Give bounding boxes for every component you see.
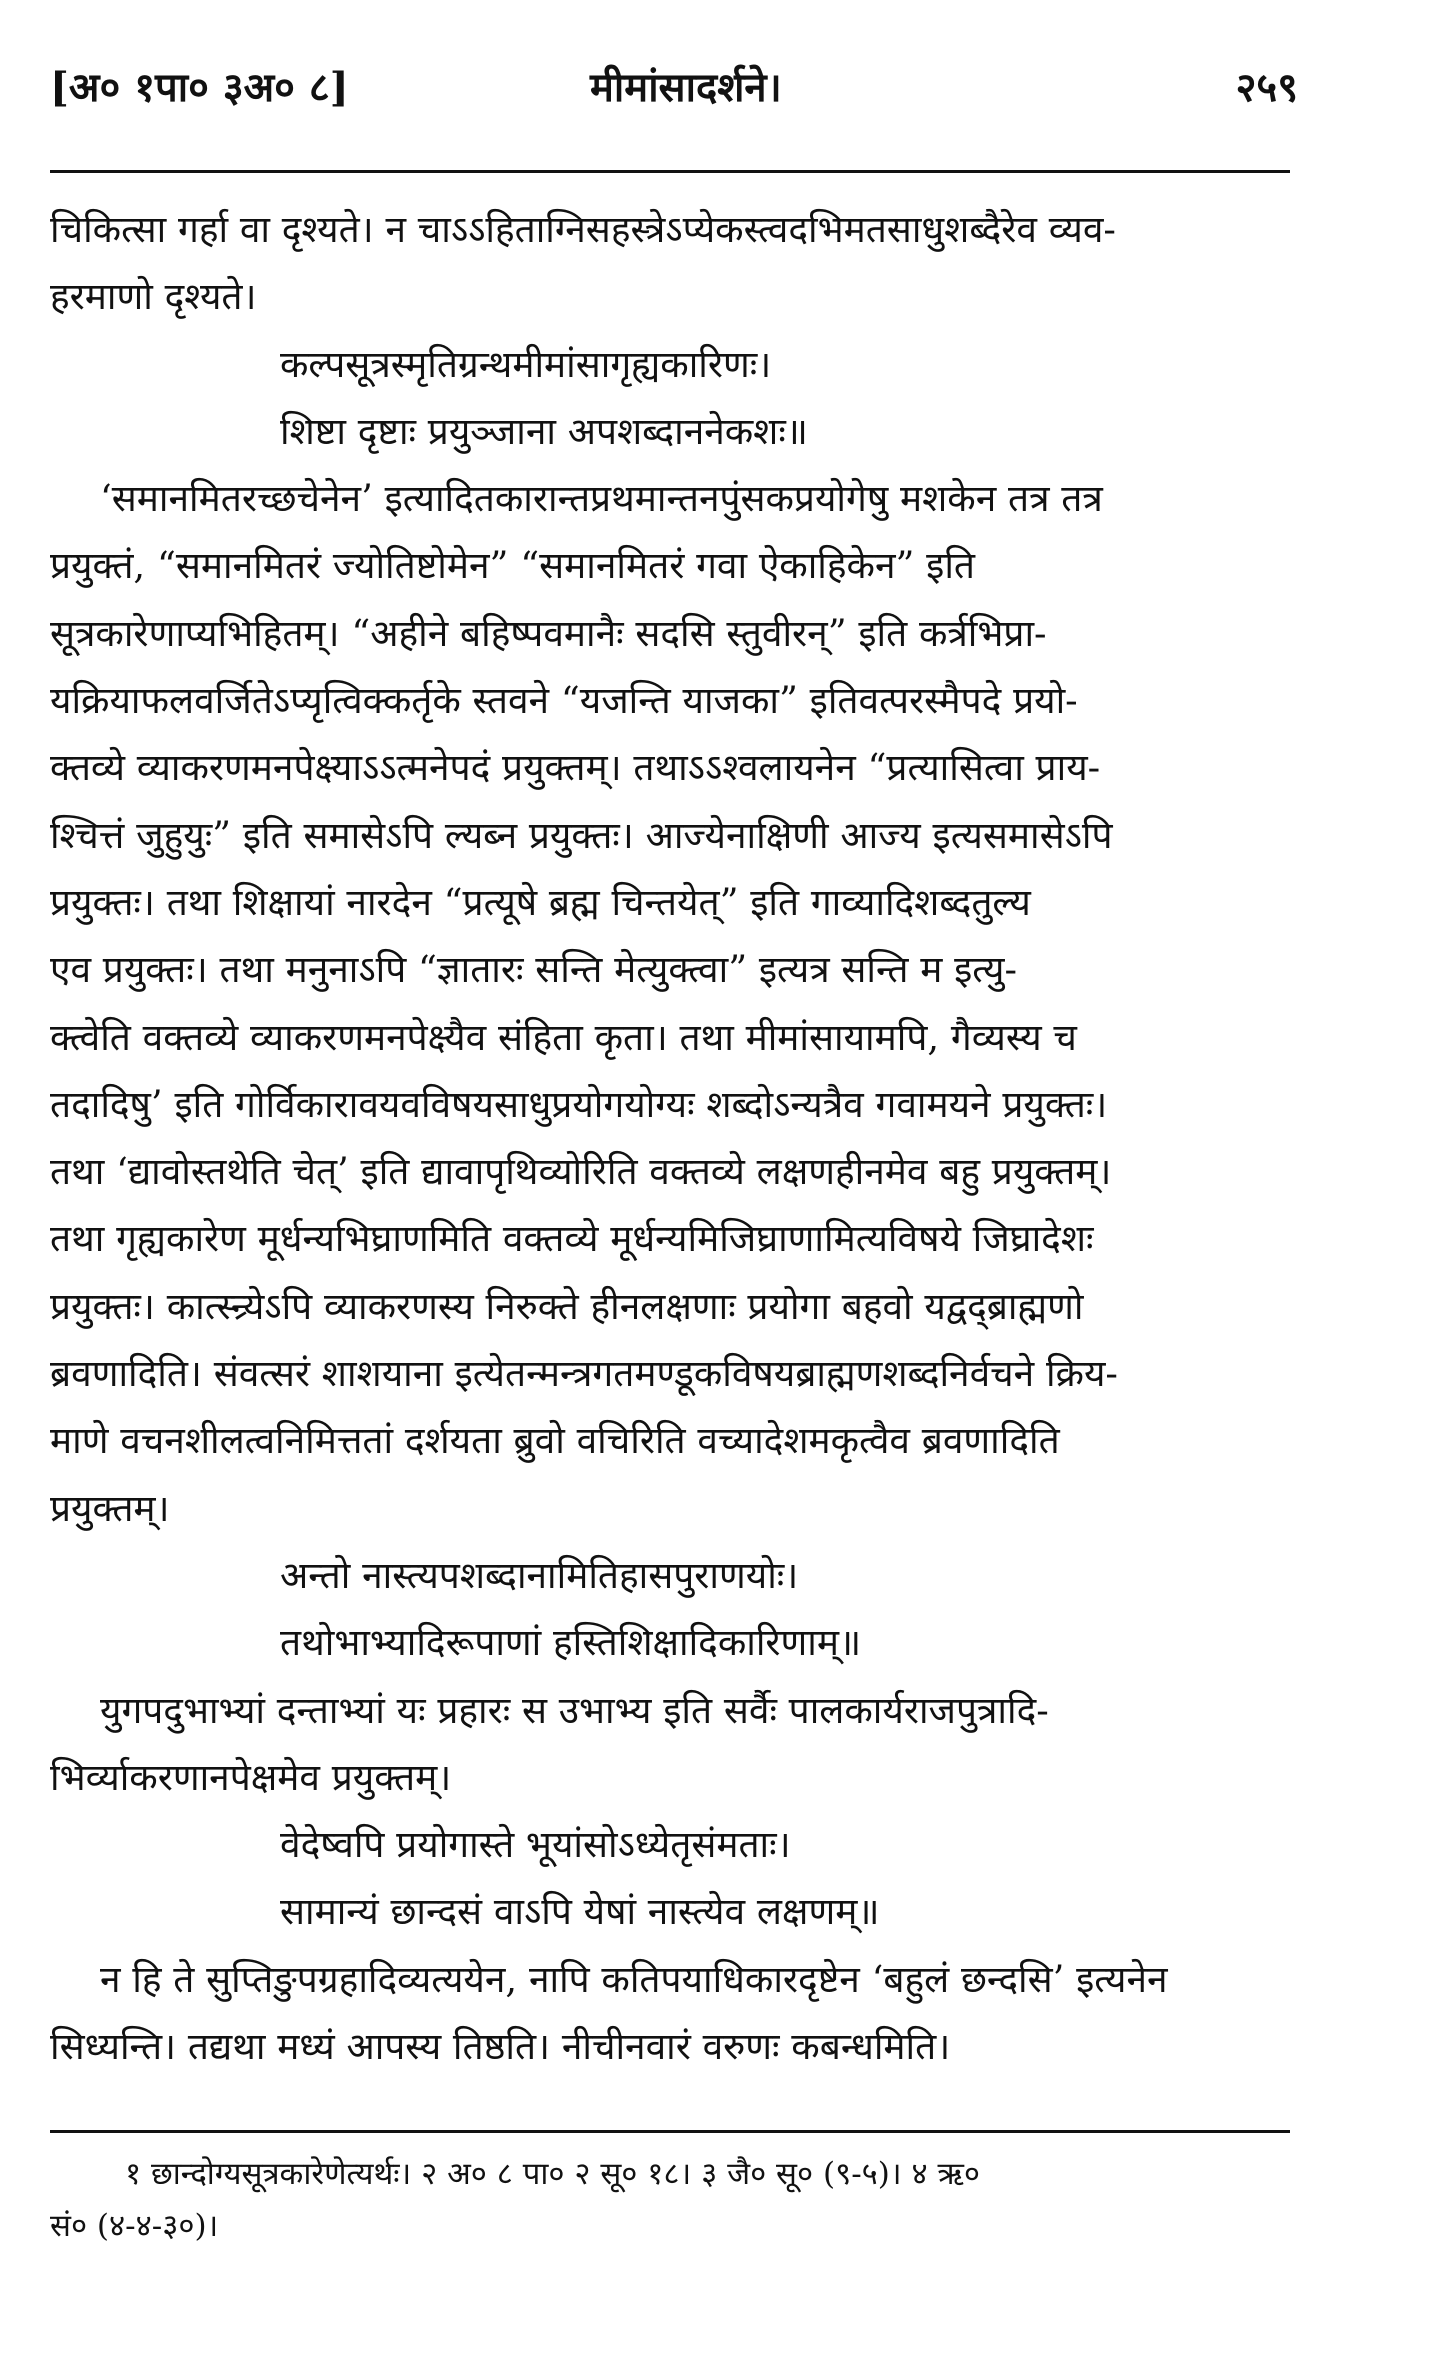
footnote-line: १ छान्दोग्यसूत्रकारेणेत्यर्थः। २ अ० ८ पा० २ सू० १८। ३ जै० सू० (९-५)। ४ ऋ० — [125, 2156, 981, 2192]
main-text — [50, 196, 1290, 2080]
verse-line: शिष्टा दृष्टाः प्रयुञ्जाना अपशब्दाननेकशः॥ — [280, 409, 808, 453]
text-line: तदादिषु’ इति गोर्विकारावयवविषयसाधुप्रयोगयोग्यः शब्दोऽन्यत्रैव गवामयने प्रयुक्तः। — [50, 1082, 1108, 1126]
text-line: तथा गृह्यकारेण मूर्धन्यभिघ्राणमिति वक्तव्ये मूर्धन्यमिजिघ्राणामित्यविषये जिघ्रादेशः — [50, 1217, 1094, 1261]
text-line: प्रयुक्तः। तथा शिक्षायां नारदेन “प्रत्यूषे ब्रह्म चिन्तयेत्” इति गाव्यादिशब्दतुल्य — [50, 880, 1031, 924]
verse-line: अन्तो नास्त्यपशब्दानामितिहासपुराणयोः। — [280, 1553, 799, 1597]
text-line: भिर्व्याकरणानपेक्षमेव प्रयुक्तम्। — [50, 1755, 452, 1799]
text-line: एव प्रयुक्तः। तथा मनुनाऽपि “ज्ञातारः सन्ति मेत्युक्त्वा” इत्यत्र सन्ति म इत्यु- — [50, 948, 1017, 992]
text-line: हरमाणो दृश्यते। — [50, 275, 257, 319]
text-line: माणे वचनशीलत्वनिमित्ततां दर्शयता ब्रुवो वचिरिति वच्यादेशमकृत्वैव ब्रवणादिति — [50, 1419, 1060, 1463]
text-line: क्तव्ये व्याकरणमनपेक्ष्याऽऽत्मनेपदं प्रयुक्तम्। तथाऽऽश्वलायनेन “प्रत्यासित्वा प्राय- — [50, 746, 1101, 790]
text-line: प्रयुक्तं, “समानमितरं ज्योतिष्टोमेन” “समानमितरं गवा ऐकाहिकेन” इति — [50, 544, 975, 588]
text-line: सूत्रकारेणाप्यभिहितम्। “अहीने बहिष्पवमानैः सदसि स्तुवीरन्” इति कर्त्रभिप्रा- — [50, 611, 1047, 655]
text-line: सिध्यन्ति। तद्यथा मध्यं आपस्य तिष्ठति। नीचीनवारं वरुणः कबन्धमिति। — [50, 2025, 951, 2069]
text-line: चिकित्सा गर्हा वा दृश्यते। न चाऽऽहिताग्निसहस्त्रेऽप्येकस्त्वदभिमतसाधुशब्दैरेव व्यव- — [50, 208, 1116, 251]
text-line: तथा ‘द्यावोस्तथेति चेत्’ इति द्यावापृथिव्योरिति वक्तव्ये लक्षणहीनमेव बहु प्रयुक्तम्। — [50, 1150, 1112, 1194]
text-line: क्त्वेति वक्तव्ये व्याकरणमनपेक्ष्यैव संहिता कृता। तथा मीमांसायामपि, गैव्यस्य च — [50, 1015, 1077, 1059]
verse-line: कल्पसूत्रस्मृतिग्रन्थमीमांसागृह्यकारिणः। — [280, 342, 772, 386]
running-title: मीमांसादर्शने। — [590, 64, 782, 111]
footnote-divider — [50, 2130, 1290, 2133]
footnote-line: सं० (४-४-३०)। — [50, 2208, 219, 2244]
text-line: ब्रवणादिति। संवत्सरं शाशयाना इत्येतन्मन्त्रगतमण्डूकविषयब्राह्मणशब्दनिर्वचने क्रिय- — [50, 1352, 1118, 1396]
verse-line: सामान्यं छान्दसं वाऽपि येषां नास्त्येव लक्षणम्॥ — [280, 1890, 880, 1934]
verse-line: वेदेष्वपि प्रयोगास्ते भूयांसोऽध्येतृसंमताः। — [280, 1823, 791, 1867]
text-line: न हि ते सुप्तिङुपग्रहादिव्यत्ययेन, नापि कतिपयाधिकारदृष्टेन ‘बहुलं छन्दसि’ इत्यनेन — [100, 1957, 1168, 2001]
text-line: प्रयुक्तम्। — [50, 1486, 170, 1530]
text-line: युगपदुभाभ्यां दन्ताभ्यां यः प्रहारः स उभाभ्य इति सर्वैः पालकार्यराजपुत्रादि- — [100, 1688, 1049, 1732]
footnotes — [50, 2148, 1290, 2252]
text-line: यक्रियाफलवर्जितेऽप्यृत्विक्कर्तृके स्तवने “यजन्ति याजका” इतिवत्परस्मैपदे प्रयो- — [50, 679, 1078, 723]
text-line: ‘समानमितरच्छचेनेन’ इत्यादितकारान्तप्रथमान्तनपुंसकप्रयोगेषु मशकेन तत्र तत्र — [100, 477, 1103, 521]
verse-line: तथोभाभ्यादिरूपाणां हस्तिशिक्षादिकारिणाम्॥ — [280, 1621, 862, 1665]
text-line: श्चित्तं जुहुयुः” इति समासेऽपि ल्यब्न प्रयुक्तः। आज्येनाक्षिणी आज्य इत्यसमासेऽपि — [50, 813, 1113, 857]
text-line: प्रयुक्तः। कात्स्न्र्येऽपि व्याकरणस्य निरुक्ते हीनलक्षणाः प्रयोगा बहवो यद्वद्ब्राह्मणो — [50, 1284, 1084, 1328]
chapter-reference: [अ० १पा० ३अ० ८] — [50, 64, 349, 111]
header-divider — [50, 170, 1290, 173]
page-number: २५९ — [1235, 64, 1298, 111]
